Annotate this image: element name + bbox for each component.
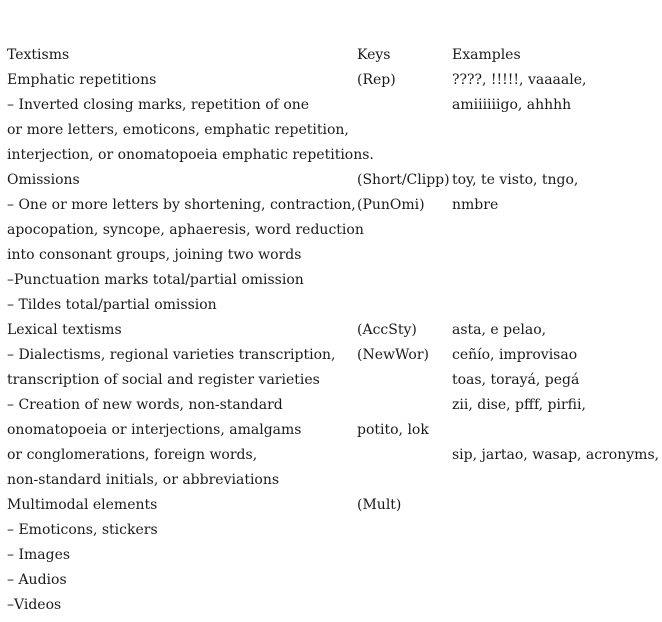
cell-textisms: or conglomerations, foreign words, <box>7 447 258 463</box>
cell-textisms: onomatopoeia or interjections, amalgams <box>7 422 302 438</box>
header-examples: Examples <box>452 47 521 63</box>
cell-keys: (NewWor) <box>357 347 430 363</box>
cell-textisms: or more letters, emoticons, emphatic repetition, <box>7 122 349 138</box>
cell-textisms: – Images <box>7 547 71 563</box>
cell-examples: zii, dise, pfff, pirfii, <box>452 397 586 413</box>
cell-textisms: Lexical textisms <box>7 322 122 338</box>
cell-textisms: – One or more letters by shortening, contraction, <box>7 197 356 213</box>
cell-examples: toas, torayá, pegá <box>452 372 580 388</box>
header-textisms: Textisms <box>7 47 70 63</box>
cell-keys: (AccSty) <box>357 322 417 338</box>
cell-keys: (Rep) <box>357 72 396 88</box>
cell-examples: amiiiiiigo, ahhhh <box>452 97 572 113</box>
cell-textisms: – Tildes total/partial omission <box>7 297 217 313</box>
cell-keys: (Short/Clipp) <box>357 172 450 188</box>
cell-textisms: transcription of social and register varieties <box>7 372 320 388</box>
cell-textisms: – Audios <box>7 572 67 588</box>
cell-keys: (Mult) <box>357 497 402 513</box>
cell-keys: (PunOmi) <box>357 197 425 213</box>
cell-textisms: interjection, or onomatopoeia emphatic repetitions. <box>7 147 374 163</box>
cell-examples: toy, te visto, tngo, <box>452 172 579 188</box>
cell-examples: nmbre <box>452 197 499 213</box>
cell-textisms: non-standard initials, or abbreviations <box>7 472 280 488</box>
cell-textisms: – Emoticons, stickers <box>7 522 158 538</box>
cell-examples: asta, e pelao, <box>452 322 547 338</box>
cell-textisms: –Videos <box>7 597 62 613</box>
cell-examples: ceñío, improvisao <box>452 347 578 363</box>
cell-textisms: – Dialectisms, regional varieties transcription, <box>7 347 336 363</box>
cell-keys: potito, lok <box>357 422 429 438</box>
cell-textisms: Emphatic repetitions <box>7 72 157 88</box>
cell-textisms: – Inverted closing marks, repetition of one <box>7 97 310 113</box>
cell-textisms: into consonant groups, joining two words <box>7 247 302 263</box>
cell-textisms: – Creation of new words, non-standard <box>7 397 283 413</box>
cell-textisms: Omissions <box>7 172 80 188</box>
header-keys: Keys <box>357 47 391 63</box>
cell-examples: sip, jartao, wasap, acronyms, <box>452 447 660 463</box>
cell-textisms: –Punctuation marks total/partial omission <box>7 272 304 288</box>
cell-textisms: Multimodal elements <box>7 497 158 513</box>
cell-textisms: apocopation, syncope, aphaeresis, word reduction <box>7 222 364 238</box>
cell-examples: ????, !!!!!, vaaaale, <box>452 72 587 88</box>
